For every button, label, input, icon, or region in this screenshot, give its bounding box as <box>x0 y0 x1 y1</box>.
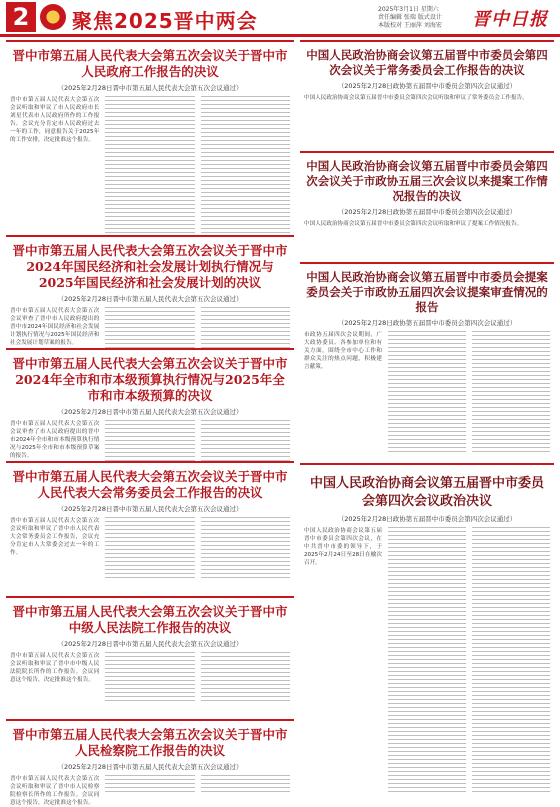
article-headline: 晋中市第五届人民代表大会第五次会议关于晋中市人民检察院工作报告的决议 <box>12 727 288 758</box>
article-court <box>6 596 294 714</box>
article-text-block <box>105 307 194 349</box>
article-body <box>300 220 554 248</box>
article-headline: 中国人民政治协商会议第五届晋中市委员会第四次会议关于市政协五届三次会议以来提案工作情况报告的决议 <box>306 159 548 203</box>
article-text-block <box>201 420 290 462</box>
article-cppcc-proposal-work <box>300 151 554 257</box>
article-headline: 晋中市第五届人民代表大会第五次会议关于晋中市人民代表大会常务委员会工作报告的决议 <box>12 469 288 500</box>
article-body <box>6 96 294 236</box>
masthead-info-proof: 本版校对 王丽萍 刘海宏 <box>378 22 442 29</box>
article-lead: 中国人民政治协商会议第五届晋中市委员会第四次会议听取和审议了提案工作情况报告。 <box>304 221 523 227</box>
article-lead: 晋中市第五届人民代表大会第五次会议听取和审议了晋中市中级人民法院院长所作的工作报告。会议同意这个报告，决定批准这个报告。 <box>10 653 100 683</box>
article-lead: 晋中市第五届人民代表大会第五次会议审查了晋中市人民政府提出的晋中市2024年国民经济和社会发展计划执行情况与2025年国民经济和社会发展计划草案的报告。 <box>10 308 100 346</box>
article-body <box>6 307 294 349</box>
article-body <box>300 331 554 455</box>
article-government-report <box>6 40 294 230</box>
masthead-info-editor: 责任编辑 张瑞 版式设计 <box>378 14 442 21</box>
article-text-block <box>472 527 550 793</box>
article-lead: 晋中市第五届人民代表大会第五次会议听取和审议了市人民政府市长刘星代表市人民政府所作的工作报告。会议充分肯定市人民政府过去一年的工作，同意报告关于2025年的工作安排，决定批准这个报告。 <box>10 97 100 143</box>
article-body <box>6 517 294 581</box>
article-budget <box>6 348 294 459</box>
masthead <box>0 0 560 34</box>
section-title: 聚焦2025晋中两会 <box>72 9 258 33</box>
article-dateline: （2025年2月28日晋中市第五届人民代表大会第五次会议通过） <box>57 763 243 771</box>
article-standing-committee <box>6 461 294 591</box>
article-dateline: （2025年2月28日政协第五届晋中市委员会第四次会议通过） <box>337 319 517 327</box>
article-lead: 晋中市第五届人民代表大会第五次会议审查了市人民政府提出的晋中市2024年全市和市本级预算执行情况与2025年全市和市本级预算草案的报告。 <box>10 421 100 459</box>
article-headline: 中国人民政治协商会议第五届晋中市委员会第四次会议关于常务委员会工作报告的决议 <box>306 48 548 77</box>
article-text-block <box>105 652 194 704</box>
newspaper-logo: 晋中日报 <box>472 9 548 30</box>
article-cppcc-proposal-review <box>300 262 554 458</box>
article-cppcc-standing-committee <box>300 40 554 146</box>
article-lead: 晋中市第五届人民代表大会第五次会议听取和审议了晋中市人民代表大会常务委员会工作报告，会议充分肯定市人大常委会过去一年的工作。 <box>10 518 100 556</box>
article-lead: 中国人民政治协商会议第五届晋中市委员会第四次会议听取和审议了常务委员会工作报告。 <box>304 95 528 101</box>
article-text-block <box>388 331 466 455</box>
masthead-rule <box>0 34 560 37</box>
article-text-block <box>388 527 466 793</box>
article-text-block <box>105 775 194 793</box>
article-cppcc-political-resolution <box>300 463 554 799</box>
article-text-block <box>201 96 290 236</box>
article-dateline: （2025年2月28日政协第五届晋中市委员会第四次会议通过） <box>337 82 517 90</box>
article-lead: 晋中市第五届人民代表大会第五次会议听取和审议了晋中市人民检察院检察长所作的工作报告。会议同意这个报告，决定批准这个报告。 <box>10 776 100 806</box>
article-dateline: （2025年2月28日晋中市第五届人民代表大会第五次会议通过） <box>57 408 243 416</box>
article-dateline: （2025年2月28日晋中市第五届人民代表大会第五次会议通过） <box>57 84 243 92</box>
article-headline: 中国人民政治协商会议第五届晋中市委员会提案委员会关于市政协五届四次会议提案审查情况的报告 <box>306 270 548 314</box>
article-body <box>6 420 294 462</box>
article-procuratorate <box>6 719 294 806</box>
article-text-block <box>105 96 194 236</box>
article-economic-plan <box>6 235 294 346</box>
article-text-block <box>201 517 290 581</box>
masthead-info <box>378 6 470 30</box>
article-dateline: （2025年2月28日政协第五届晋中市委员会第四次会议通过） <box>337 515 517 523</box>
article-headline: 晋中市第五届人民代表大会第五次会议关于晋中市2024年国民经济和社会发展计划执行情况与2025年国民经济和社会发展计划的决议 <box>12 243 288 290</box>
article-text-block <box>201 652 290 704</box>
article-body <box>6 775 294 806</box>
article-text-block <box>472 331 550 455</box>
article-dateline: （2025年2月28日晋中市第五届人民代表大会第五次会议通过） <box>57 295 243 303</box>
article-dateline: （2025年2月28日政协第五届晋中市委员会第四次会议通过） <box>337 208 517 216</box>
article-text-block <box>201 775 290 793</box>
article-text-block <box>105 420 194 462</box>
article-dateline: （2025年2月28日晋中市第五届人民代表大会第五次会议通过） <box>57 640 243 648</box>
article-text-block <box>201 307 290 349</box>
article-body <box>6 652 294 704</box>
article-lead: 中国人民政治协商会议第五届晋中市委员会第四次会议，在中共晋中市委的领导下，于2025年2月24日至28日在榆次召开。 <box>304 528 382 566</box>
masthead-info-date: 2025年3月1日 星期六 <box>378 6 439 13</box>
article-headline: 晋中市第五届人民代表大会第五次会议关于晋中市中级人民法院工作报告的决议 <box>12 604 288 635</box>
article-text-block <box>105 517 194 581</box>
article-body <box>300 527 554 793</box>
national-emblem-icon <box>40 4 66 30</box>
article-body <box>300 94 554 122</box>
article-headline: 中国人民政治协商会议第五届晋中市委员会第四次会议政治决议 <box>309 476 544 509</box>
article-headline: 晋中市第五届人民代表大会第五次会议关于晋中市人民政府工作报告的决议 <box>12 48 288 79</box>
page-number: 2 <box>6 2 36 32</box>
article-headline: 晋中市第五届人民代表大会第五次会议关于晋中市2024年全市和市本级预算执行情况与2025年全市和市本级预算的决议 <box>12 356 288 403</box>
article-lead: 市政协五届四次会议期间，广大政协委员、各参加单位和有关方面，围绕全市中心工作和群众关注的热点问题，积极建言献策。 <box>304 332 382 370</box>
article-dateline: （2025年2月28日晋中市第五届人民代表大会第五次会议通过） <box>57 505 243 513</box>
